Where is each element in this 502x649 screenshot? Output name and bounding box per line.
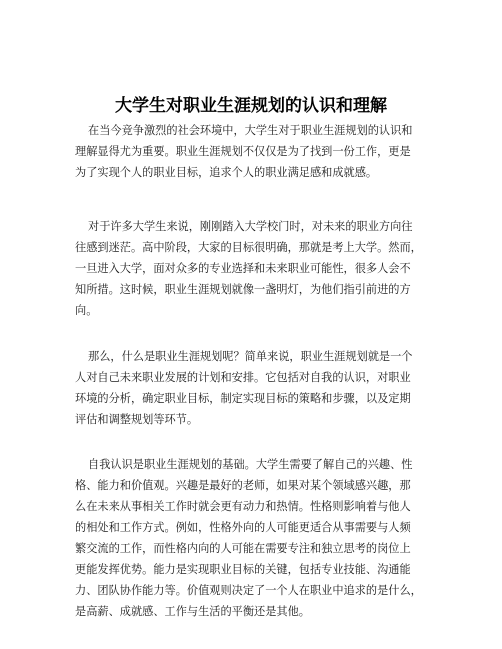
- paragraph-line: 理解显得尤为重要。职业生涯规划不仅仅是为了找到一份工作，更是: [75, 145, 411, 158]
- paragraph-4: [75, 454, 445, 622]
- paragraph-line: 环境的分析，确定职业目标，制定实现目标的策略和步骤，以及定期: [75, 392, 411, 405]
- paragraph-line: 繁交流的工作，而性格内向的人可能在需要专注和独立思考的岗位上: [75, 542, 411, 555]
- paragraph-line: 知所措。这时候，职业生涯规划就像一盏明灯，为他们指引前进的方: [75, 283, 411, 296]
- paragraph-line: 一旦进入大学，面对众多的专业选择和未来职业可能性，很多人会不: [75, 262, 411, 275]
- paragraph-line: 的相处和工作方式。例如，性格外向的人可能更适合从事需要与人频: [75, 521, 411, 534]
- paragraph-line: 人对自己未来职业发展的计划和安排。它包括对自我的认识，对职业: [75, 371, 411, 384]
- paragraph-line: 评估和调整规划等环节。: [75, 413, 199, 426]
- paragraph-line: 向。: [75, 304, 98, 317]
- paragraph-line: 更能发挥优势。能力是实现职业目标的关键，包括专业技能、沟通能: [75, 563, 411, 576]
- paragraph-2: [75, 216, 445, 321]
- paragraph-line: 在当今竞争激烈的社会环境中，大学生对于职业生涯规划的认识和: [88, 124, 413, 137]
- paragraph-line: 是高薪、成就感、工作与生活的平衡还是其他。: [75, 605, 310, 618]
- paragraph-line: 对于许多大学生来说，刚刚踏入大学校门时，对未来的职业方向往: [88, 220, 413, 233]
- paragraph-3: [75, 346, 445, 430]
- paragraph-line: 格、能力和价值观。兴趣是最好的老师，如果对某个领域感兴趣，那: [75, 479, 411, 492]
- paragraph-line: 往感到迷茫。高中阶段，大家的目标很明确，那就是考上大学。然而，: [75, 241, 422, 254]
- paragraph-line: 力、团队协作能力等。价值观则决定了一个人在职业中追求的是什么，: [75, 584, 422, 597]
- paragraph-line: 么在未来从事相关工作时就会更有动力和热情。性格则影响着与他人: [75, 500, 411, 513]
- paragraph-line: 自我认识是职业生涯规划的基础。大学生需要了解自己的兴趣、性: [88, 458, 413, 471]
- paragraph-line: 为了实现个人的职业目标，追求个人的职业满足感和成就感。: [75, 166, 378, 179]
- document-title: 大学生对职业生涯规划的认识和理解: [115, 96, 387, 116]
- paragraph-line: 那么，什么是职业生涯规划呢？简单来说，职业生涯规划就是一个: [88, 350, 413, 363]
- paragraph-1: [75, 120, 445, 183]
